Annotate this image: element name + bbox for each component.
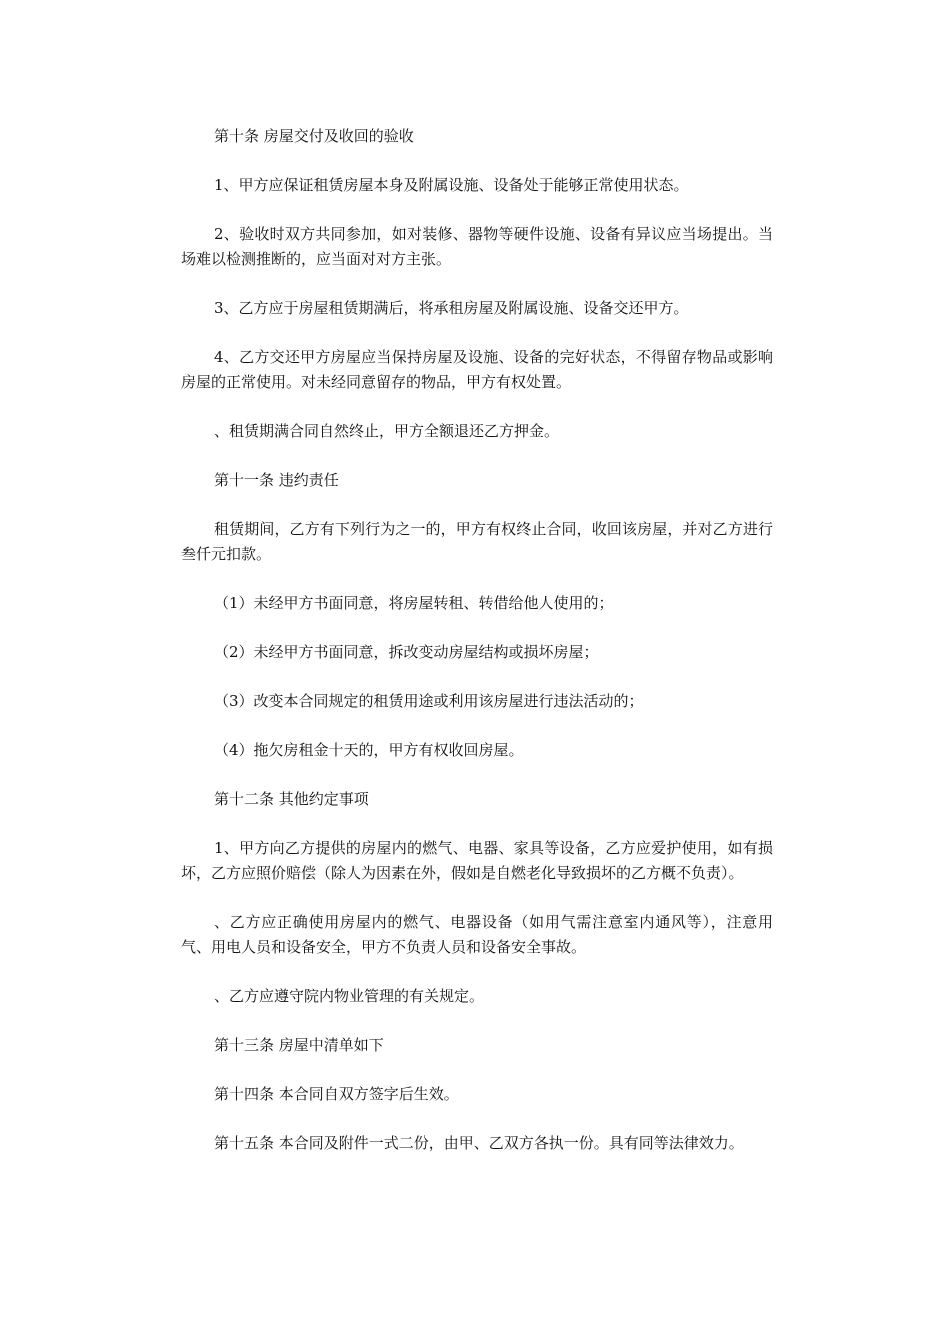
article-10-clause-4: 4、乙方交还甲方房屋应当保持房屋及设施、设备的完好状态，不得留存物品或影响房屋的正常使用。对未经同意留存的物品，甲方有权处置。 — [181, 348, 773, 391]
article-11-item-2: （2）未经甲方书面同意，拆改变动房屋结构或损坏房屋； — [214, 643, 599, 661]
article-11-item-1: （1）未经甲方书面同意，将房屋转租、转借给他人使用的； — [214, 594, 614, 612]
article-14-heading: 第十四条 本合同自双方签字后生效。 — [214, 1085, 459, 1103]
article-11-intro: 租赁期间，乙方有下列行为之一的，甲方有权终止合同，收回该房屋，并对乙方进行叁仟元扣款。 — [181, 520, 773, 563]
article-13-heading: 第十三条 房屋中清单如下 — [214, 1036, 384, 1054]
article-12-clause-2: 、乙方应正确使用房屋内的燃气、电器设备（如用气需注意室内通风等），注意用气、用电人员和设备安全，甲方不负责人员和设备安全事故。 — [181, 913, 773, 956]
article-12-clause-1: 1、甲方向乙方提供的房屋内的燃气、电器、家具等设备，乙方应爱护使用，如有损坏，乙方应照价赔偿（除人为因素在外，假如是自燃老化导致损坏的乙方概不负责）。 — [181, 839, 773, 882]
article-10-clause-2: 2、验收时双方共同参加，如对装修、器物等硬件设施、设备有异议应当场提出。当场难以检测推断的，应当面对对方主张。 — [181, 225, 773, 268]
article-15-heading: 第十五条 本合同及附件一式二份，由甲、乙双方各执一份。具有同等法律效力。 — [214, 1134, 744, 1152]
article-10-clause-3: 3、乙方应于房屋租赁期满后，将承租房屋及附属设施、设备交还甲方。 — [214, 299, 689, 317]
article-12-heading: 第十二条 其他约定事项 — [214, 790, 369, 808]
article-10-heading: 第十条 房屋交付及收回的验收 — [214, 127, 414, 145]
article-10-clause-5: 、租赁期满合同自然终止，甲方全额退还乙方押金。 — [214, 422, 560, 440]
article-11-heading: 第十一条 违约责任 — [214, 471, 339, 489]
document-body — [181, 124, 773, 1180]
article-10-clause-1: 1、甲方应保证租赁房屋本身及附属设施、设备处于能够正常使用状态。 — [214, 176, 689, 194]
article-11-item-4: （4）拖欠房租金十天的，甲方有权收回房屋。 — [214, 741, 524, 759]
article-12-clause-3: 、乙方应遵守院内物业管理的有关规定。 — [214, 987, 485, 1005]
article-11-item-3: （3）改变本合同规定的租赁用途或利用该房屋进行违法活动的； — [214, 692, 644, 710]
